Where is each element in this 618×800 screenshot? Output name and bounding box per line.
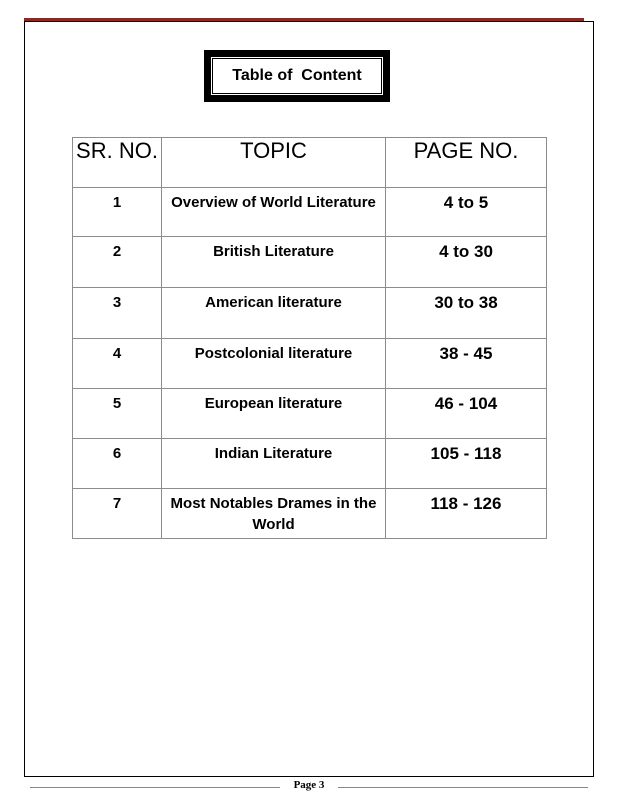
table-row bbox=[73, 288, 547, 339]
header-page-no: PAGE NO. bbox=[386, 138, 547, 188]
row-sr-no: 1 bbox=[73, 188, 162, 237]
page-title: Table of Content bbox=[232, 67, 362, 84]
row-topic: British Literature bbox=[162, 237, 386, 288]
header-sr-no: SR. NO. bbox=[73, 138, 162, 188]
row-sr-no: 5 bbox=[73, 389, 162, 439]
title-box bbox=[204, 50, 390, 102]
row-topic: Indian Literature bbox=[162, 439, 386, 489]
table-row bbox=[73, 439, 547, 489]
table-row bbox=[73, 389, 547, 439]
row-topic: Overview of World Literature bbox=[162, 188, 386, 237]
row-page-range: 105 - 118 bbox=[386, 439, 547, 489]
row-page-range: 38 - 45 bbox=[386, 339, 547, 389]
page-number: Page 3 bbox=[293, 779, 325, 791]
row-topic: American literature bbox=[162, 288, 386, 339]
table-row bbox=[73, 237, 547, 288]
table-row bbox=[73, 188, 547, 237]
row-sr-no: 3 bbox=[73, 288, 162, 339]
table-row bbox=[73, 489, 547, 539]
row-page-range: 4 to 30 bbox=[386, 237, 547, 288]
table-header-row bbox=[73, 138, 547, 188]
row-sr-no: 7 bbox=[73, 489, 162, 539]
footer-rule-right bbox=[338, 787, 588, 788]
row-topic: Postcolonial literature bbox=[162, 339, 386, 389]
row-page-range: 118 - 126 bbox=[386, 489, 547, 539]
row-sr-no: 6 bbox=[73, 439, 162, 489]
row-page-range: 46 - 104 bbox=[386, 389, 547, 439]
row-sr-no: 2 bbox=[73, 237, 162, 288]
row-sr-no: 4 bbox=[73, 339, 162, 389]
contents-table bbox=[72, 137, 547, 539]
row-page-range: 4 to 5 bbox=[386, 188, 547, 237]
row-topic: Most Notables Drames in the World bbox=[162, 489, 386, 539]
table-row bbox=[73, 339, 547, 389]
row-page-range: 30 to 38 bbox=[386, 288, 547, 339]
row-topic: European literature bbox=[162, 389, 386, 439]
header-topic: TOPIC bbox=[162, 138, 386, 188]
footer-rule-left bbox=[30, 787, 280, 788]
